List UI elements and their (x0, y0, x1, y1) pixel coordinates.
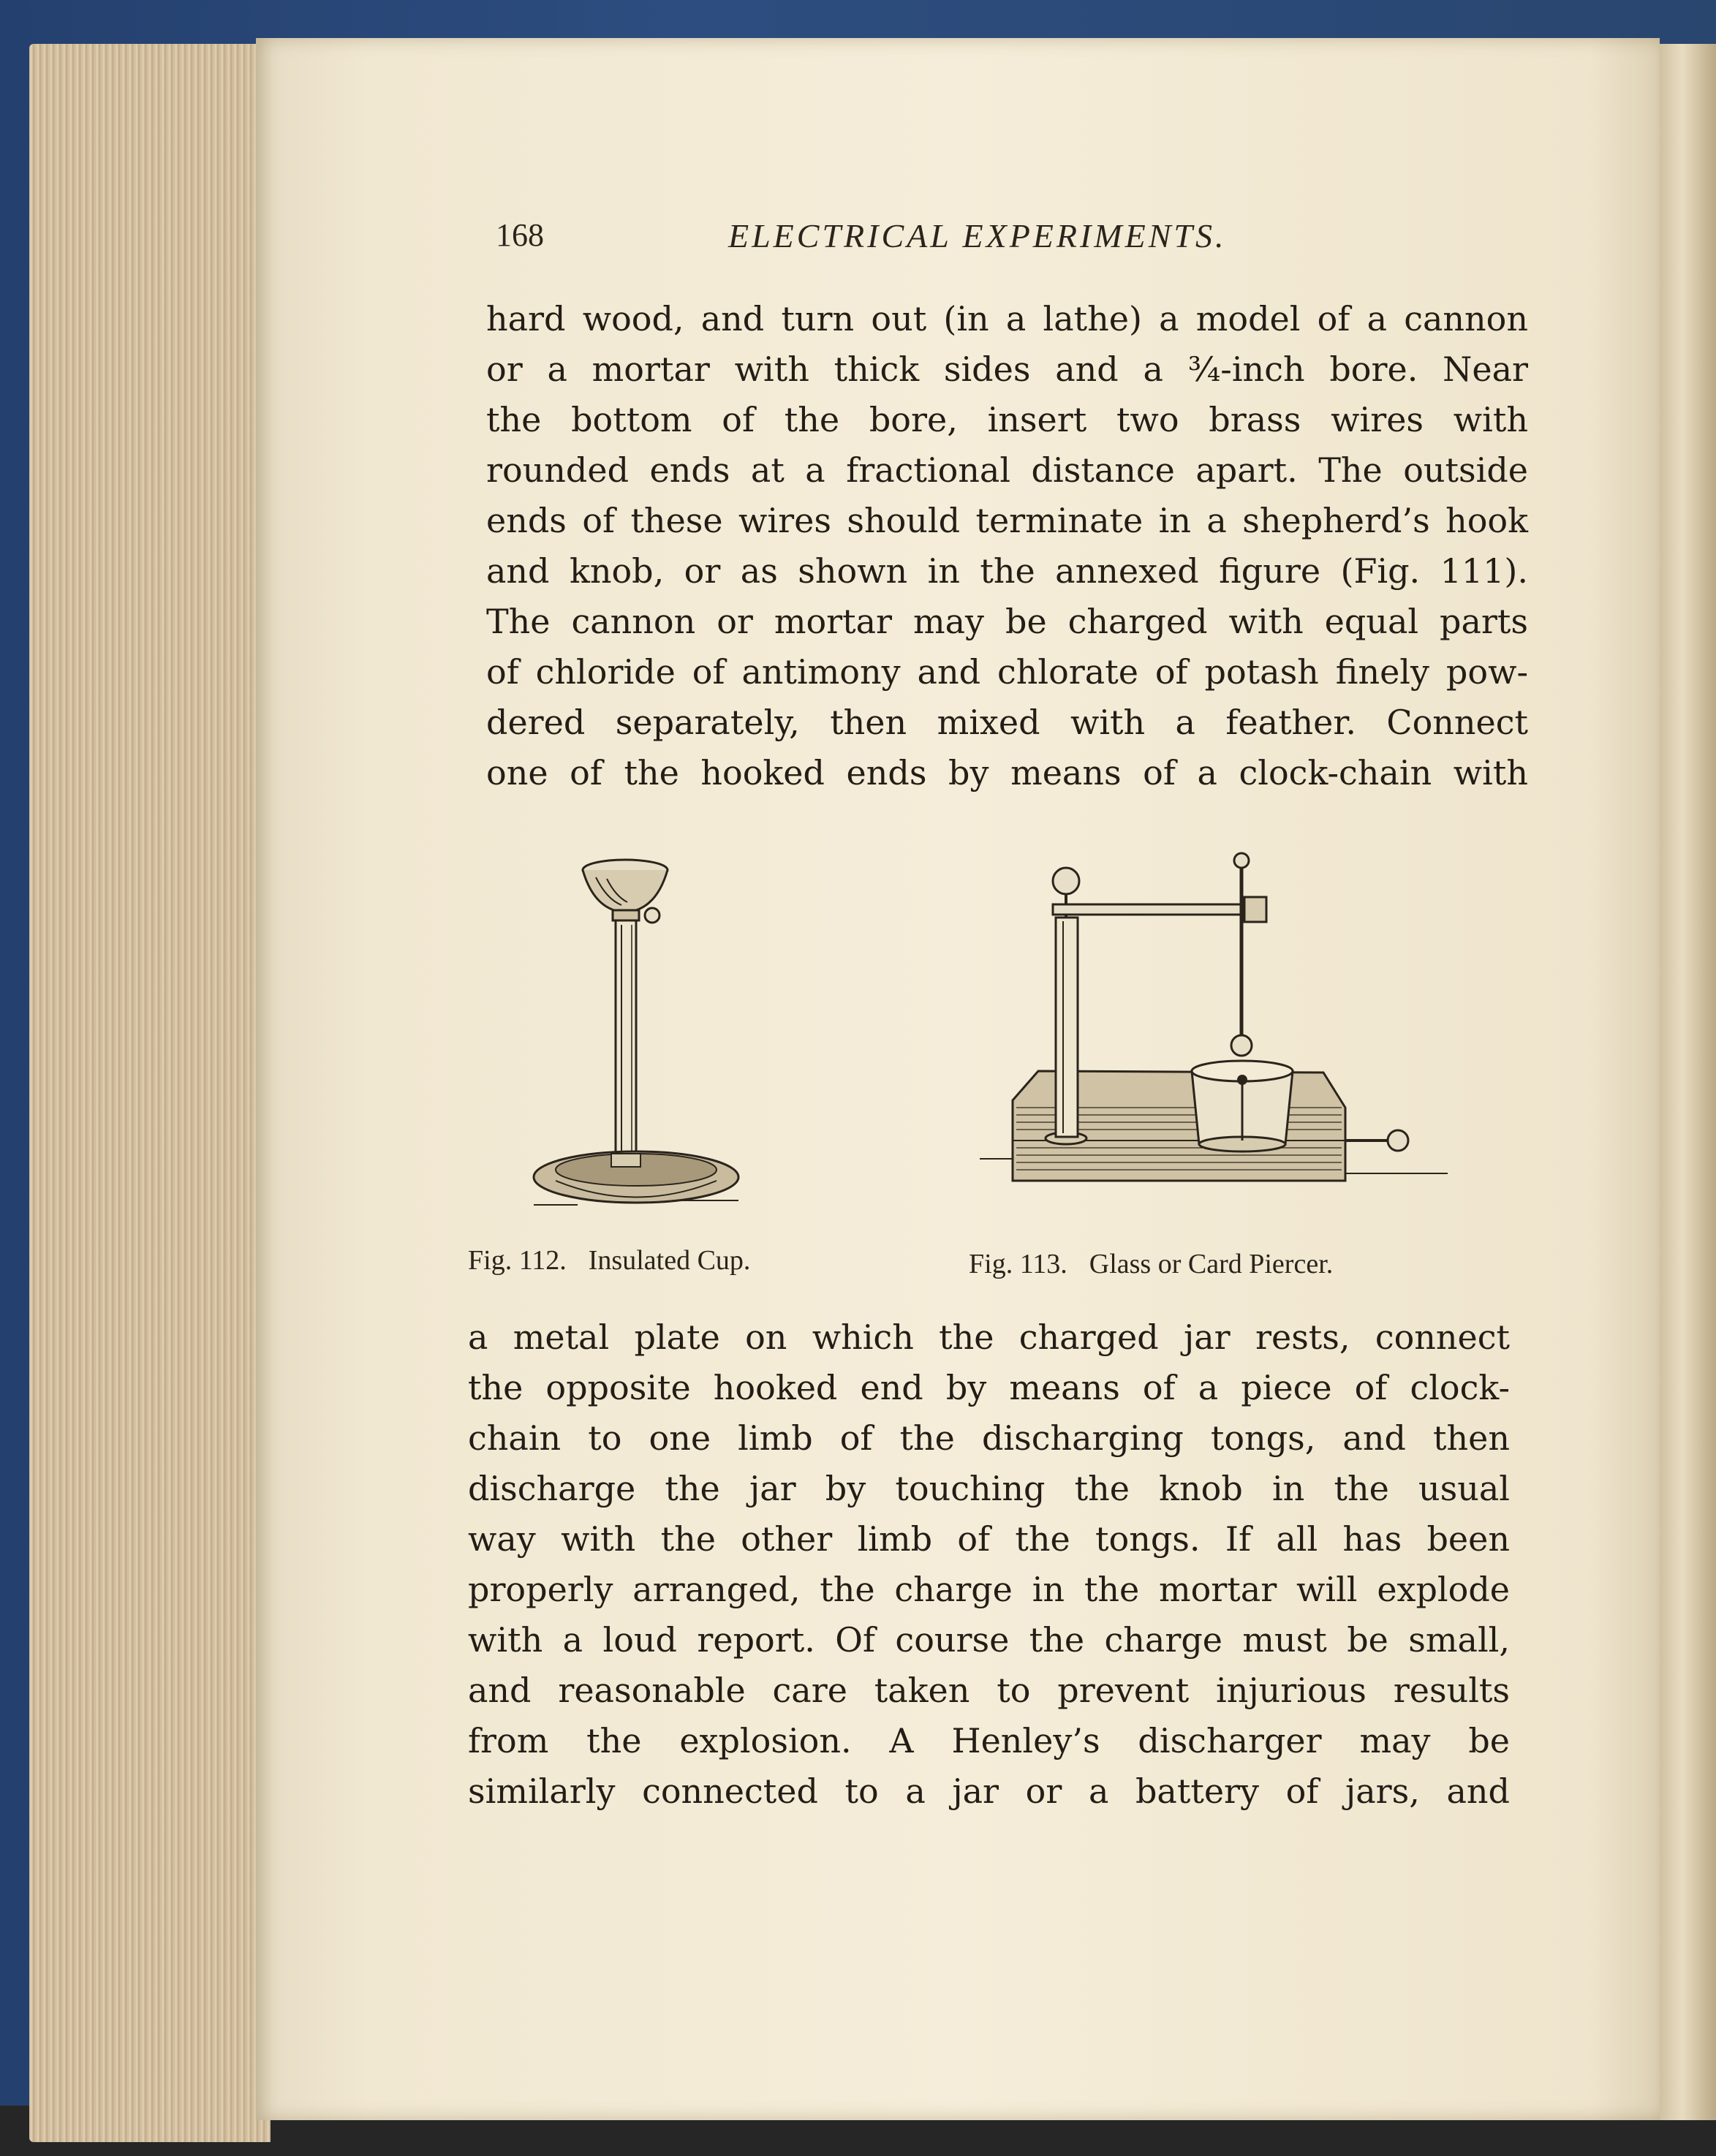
insulated-cup-illustration (526, 848, 746, 1214)
insulated-cup-icon (526, 848, 746, 1214)
body-text-bottom (468, 1312, 1510, 1817)
figure-number: Fig. 113. (969, 1249, 1067, 1279)
text-line: hard wood, and turn out (in a lathe) a model of a cannon (486, 299, 1528, 338)
page-number: 168 (496, 217, 544, 253)
figure-number: Fig. 112. (468, 1245, 567, 1276)
figure-caption-113 (969, 1248, 1333, 1280)
text-line: way with the other limb of the tongs. If all has been (468, 1519, 1510, 1559)
card-piercer-illustration (965, 852, 1462, 1217)
text-line: dered separately, then mixed with a feather. Connect (486, 703, 1528, 742)
text-line: rounded ends at a fractional distance apart. The outside (486, 450, 1528, 490)
text-line: the bottom of the bore, insert two brass wires with (486, 400, 1528, 439)
text-line: discharge the jar by touching the knob in the usual (468, 1469, 1510, 1508)
text-line: similarly connected to a jar or a battery of jars, and (468, 1771, 1510, 1811)
figure-caption-text: Insulated Cup. (588, 1245, 751, 1276)
text-line: a metal plate on which the charged jar rests, connect (468, 1317, 1510, 1357)
body-text-top (486, 294, 1528, 798)
text-line: or a mortar with thick sides and a ¾-inch bore. Near (486, 349, 1528, 389)
running-head (496, 216, 1519, 275)
text-line: and reasonable care taken to prevent injurious results (468, 1671, 1510, 1710)
page-edges-right (1660, 44, 1716, 2120)
text-line: properly arranged, the charge in the mortar will explode (468, 1570, 1510, 1609)
text-line: chain to one limb of the discharging tongs, and then (468, 1418, 1510, 1458)
text-line: from the explosion. A Henley’s discharger may be (468, 1721, 1510, 1760)
text-line: and knob, or as shown in the annexed figure (Fig. 111). (486, 551, 1528, 591)
page-edges-left (29, 44, 271, 2142)
text-line: one of the hooked ends by means of a clock-chain with (486, 753, 1528, 793)
text-line: with a loud report. Of course the charge must be small, (468, 1620, 1510, 1660)
card-piercer-icon (965, 852, 1462, 1217)
text-line: ends of these wires should terminate in a shepherd’s hook (486, 501, 1528, 540)
figure-caption-112 (468, 1244, 750, 1276)
text-line: of chloride of antimony and chlorate of potash finely pow- (486, 652, 1528, 692)
running-title: ELECTRICAL EXPERIMENTS. (728, 217, 1227, 254)
text-line: The cannon or mortar may be charged with equal parts (486, 602, 1528, 641)
figure-caption-text: Glass or Card Piercer. (1089, 1249, 1334, 1279)
text-line: the opposite hooked end by means of a piece of clock- (468, 1368, 1510, 1407)
